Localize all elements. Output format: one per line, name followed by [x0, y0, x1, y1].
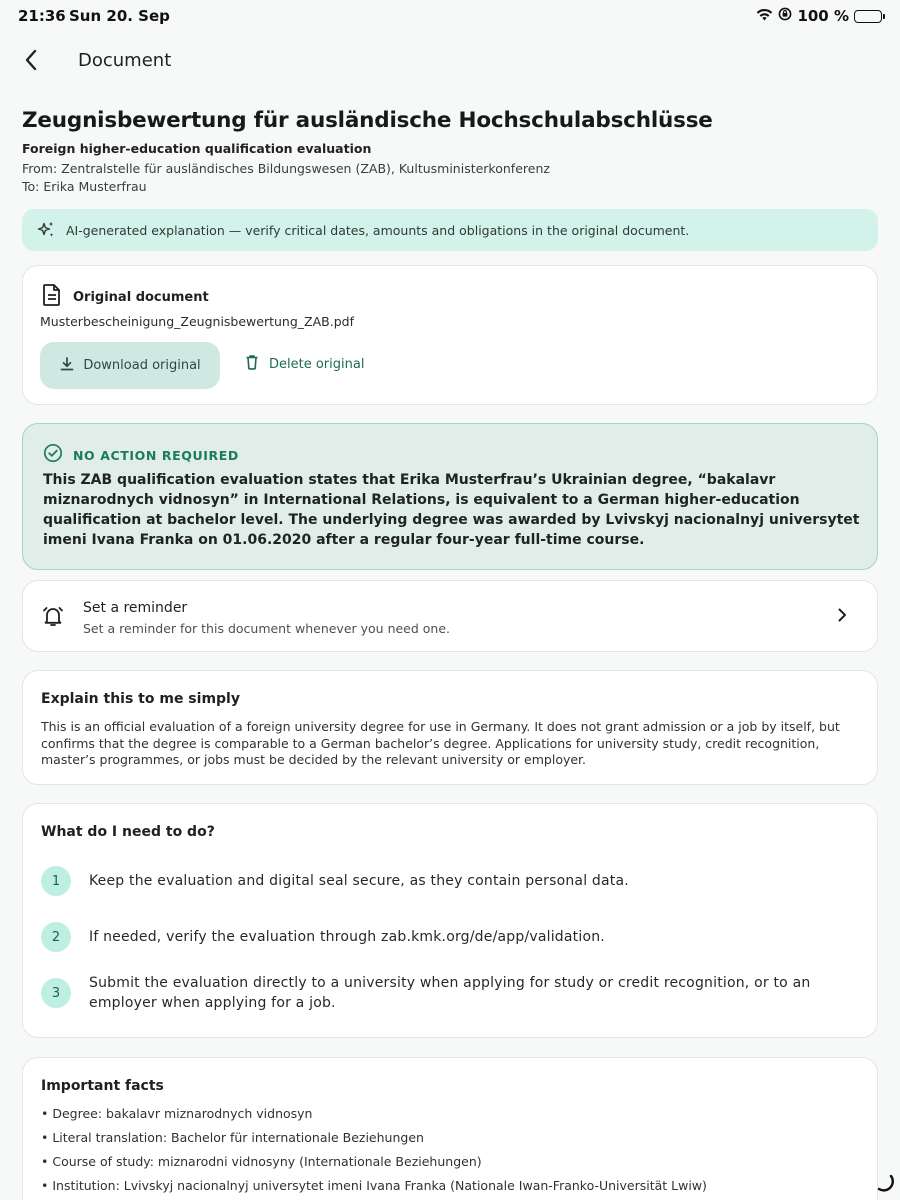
status-label: NO ACTION REQUIRED: [73, 447, 239, 463]
battery-icon: [854, 10, 882, 23]
step-text: Submit the evaluation directly to a university when applying for study or credit recognition, or to an employer when applying for a job.: [89, 975, 811, 1011]
document-subtitle: Foreign higher-education qualification evaluation: [22, 141, 372, 156]
delete-original-label: Delete original: [269, 356, 365, 372]
step-number: 2: [41, 922, 71, 952]
download-original-button[interactable]: [40, 342, 220, 389]
check-circle-icon: [43, 443, 63, 467]
ai-disclaimer-banner: [22, 209, 878, 251]
wifi-icon: [756, 7, 773, 25]
chevron-left-icon: [24, 49, 38, 71]
important-facts-card: [22, 1057, 878, 1200]
fact-item: • Course of study: miznarodni vidnosyny (Internationale Beziehungen): [41, 1154, 482, 1169]
original-document-card: [22, 265, 878, 405]
document-sender: From: Zentralstelle für ausländisches Bildungswesen (ZAB), Kultusministerkonferenz: [22, 161, 550, 176]
reminder-title: Set a reminder: [83, 600, 188, 616]
document-recipient: To: Erika Musterfrau: [22, 179, 147, 194]
document-icon: [41, 283, 63, 311]
sparkles-icon: [36, 220, 56, 240]
explain-title: Explain this to me simply: [41, 691, 240, 707]
set-reminder-row[interactable]: [22, 580, 878, 652]
chevron-right-icon: [837, 607, 847, 627]
step-text: If needed, verify the evaluation through zab.kmk.org/de/app/validation.: [89, 929, 605, 945]
status-indicators: [756, 7, 882, 25]
step-text: Keep the evaluation and digital seal secure, as they contain personal data.: [89, 873, 629, 889]
fact-item: • Literal translation: Bachelor für internationale Beziehungen: [41, 1130, 424, 1145]
reminder-subtitle: Set a reminder for this document whenever you need one.: [83, 621, 451, 636]
explain-simply-card: [22, 670, 878, 785]
ai-disclaimer-text: AI-generated explanation — verify critical dates, amounts and obligations in the original document.: [66, 222, 690, 238]
alarm-bell-icon: [41, 604, 65, 632]
battery-percent: 100 %: [797, 7, 849, 25]
status-summary-card: [22, 423, 878, 570]
step-number: 3: [41, 978, 71, 1008]
explain-body: This is an official evaluation of a foreign university degree for use in Germany. It does not grant admission or a job by itself, but confirms that the degree is comparable to a German bachelor’s degree. Applications for university study, credit recognition, master’s programmes, or jobs must be decided by the relevant university or employer.: [41, 719, 840, 767]
original-filename: Musterbescheinigung_Zeugnisbewertung_ZAB.pdf: [40, 314, 354, 329]
status-date: Sun 20. Sep: [69, 7, 170, 25]
back-button[interactable]: [18, 47, 44, 73]
status-time: 21:36: [18, 7, 66, 25]
loading-spinner-icon: [874, 1172, 894, 1196]
trash-icon: [245, 354, 259, 374]
nav-title: Document: [78, 50, 172, 71]
original-document-header: [41, 283, 209, 311]
delete-original-button[interactable]: [245, 354, 364, 374]
download-original-label: Download original: [83, 358, 201, 373]
status-summary-text: This ZAB qualification evaluation states that Erika Musterfrau’s Ukrainian degree, “bakalavr miznarodnych vidnosyn” in International Relations, is equivalent to a German higher-education qualification at bachelor level. The underlying degree was awarded by Lvivskyj nacionalnyj universytet imeni Ivana Franka on 01.06.2020 after a regular four-year full-time course.: [43, 472, 860, 548]
facts-title: Important facts: [41, 1078, 164, 1094]
fact-item: • Degree: bakalavr miznarodnych vidnosyn: [41, 1106, 313, 1121]
status-bar: [0, 0, 900, 32]
orientation-lock-icon: [778, 7, 792, 25]
download-icon: [59, 356, 75, 376]
document-title: Zeugnisbewertung für ausländische Hochschulabschlüsse: [22, 108, 713, 133]
original-document-title: Original document: [73, 289, 209, 305]
status-header: [43, 443, 239, 467]
todo-title: What do I need to do?: [41, 824, 215, 840]
fact-item: • Institution: Lvivskyj nacionalnyj universytet imeni Ivana Franka (Nationale Iwan-Franko-Universität Lwiw): [41, 1178, 707, 1193]
step-number: 1: [41, 866, 71, 896]
todo-card: [22, 803, 878, 1038]
